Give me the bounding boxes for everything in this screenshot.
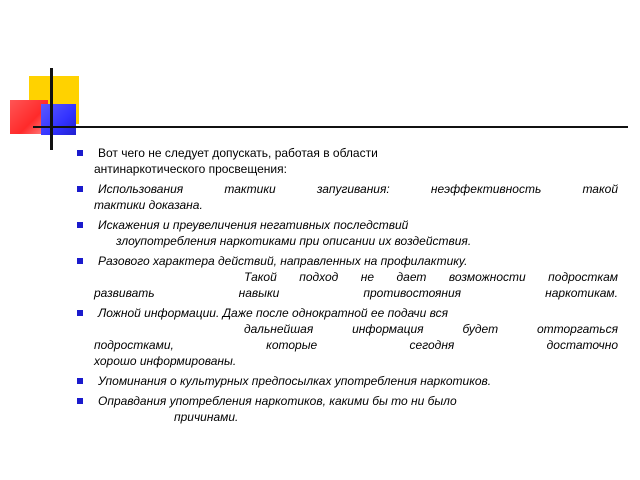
bullet-text: злоупотребления наркотиками при описании их воздействия.: [116, 234, 472, 248]
bullet-square-icon: [77, 150, 83, 156]
bullet-text: подростками, которые сегодня достаточно: [94, 338, 618, 352]
bullet-text: Оправдания употребления наркотиков, какими бы то ни было: [98, 394, 457, 408]
bullet-item-intro: [94, 145, 618, 177]
bullet-text: тактики доказана.: [94, 198, 203, 212]
bullet-text: Вот чего не следует допускать, работая в области: [98, 146, 378, 160]
bullet-text: Искажения и преувеличения негативных последствий: [98, 218, 409, 232]
slide-content: [94, 145, 618, 429]
decor-vertical-line: [50, 68, 53, 150]
bullet-item-cultural-premises: [94, 373, 618, 389]
bullet-list: [94, 145, 618, 425]
bullet-text: Разового характера действий, направленных на профилактику.: [98, 254, 468, 268]
bullet-item-one-time-actions: [94, 253, 618, 301]
bullet-text: Такой подход не дает возможности подросткам: [244, 270, 618, 284]
bullet-item-exaggeration: [94, 217, 618, 249]
bullet-text: Упоминания о культурных предпосылках употребления наркотиков.: [98, 374, 492, 388]
bullet-text: хорошо информированы.: [94, 354, 237, 368]
bullet-square-icon: [77, 310, 83, 316]
decor-blue-square: [41, 104, 76, 135]
bullet-item-scare-tactics: [94, 181, 618, 213]
bullet-text: Использования тактики запугивания: неэффективность такой: [98, 182, 618, 196]
bullet-text: развивать навыки противостояния наркотикам.: [94, 286, 618, 300]
bullet-text: дальнейшая информация будет отторгаться: [244, 322, 618, 336]
decor-horizontal-line: [33, 126, 628, 128]
bullet-text: Ложной информации. Даже после однократной ее подачи вся: [98, 306, 449, 320]
bullet-item-false-information: [94, 305, 618, 369]
bullet-square-icon: [77, 186, 83, 192]
bullet-text: антинаркотического просвещения:: [94, 162, 287, 176]
bullet-square-icon: [77, 258, 83, 264]
bullet-text: причинами.: [174, 410, 239, 424]
bullet-square-icon: [77, 378, 83, 384]
bullet-square-icon: [77, 222, 83, 228]
bullet-item-justification: [94, 393, 618, 425]
bullet-square-icon: [77, 398, 83, 404]
